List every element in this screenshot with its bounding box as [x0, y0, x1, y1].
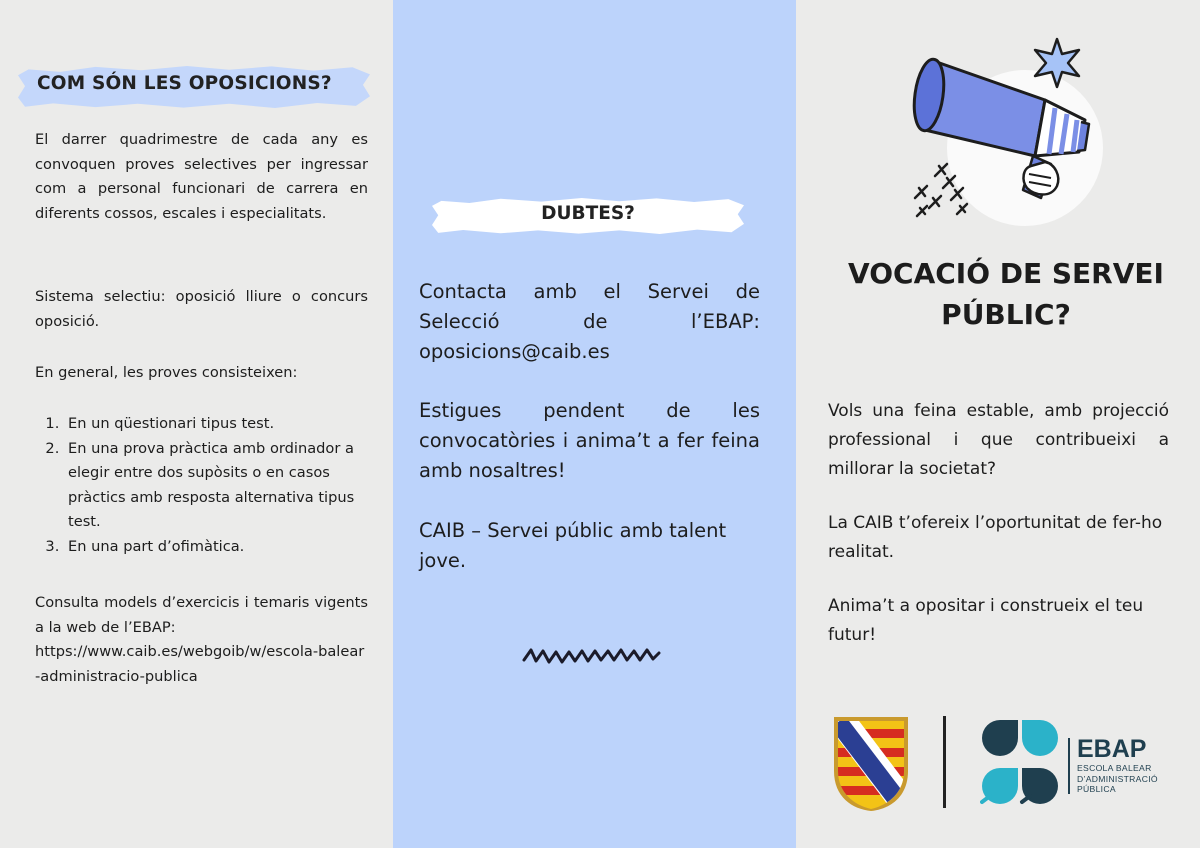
- pending-paragraph: Estigues pendent de les convocatòries i anima’t a fer feina amb nosaltres!: [419, 399, 760, 482]
- ebap-acronym: EBAP: [1077, 735, 1147, 763]
- ebap-wordmark: [1077, 735, 1158, 795]
- list-item: 1. En un qüestionari tipus test.: [64, 412, 364, 437]
- middle-panel-title: DUBTES?: [541, 203, 635, 224]
- balearic-coat-of-arms-icon: [832, 715, 910, 811]
- star-icon: [1030, 36, 1084, 90]
- squiggle-icon: [522, 644, 662, 668]
- ebap-logo-mark-icon: [980, 718, 1060, 806]
- intro-paragraph: El darrer quadrimestre de cada any es convoquen proves selectives per ingressar com a personal funcionari de carrera en diferents cossos, escales i especialitats.: [35, 131, 368, 222]
- cta-paragraph: Anima’t a opositar i construeix el teu futur!: [828, 596, 1144, 645]
- logo-divider: [943, 716, 946, 808]
- test-steps-list: [28, 412, 364, 559]
- left-panel-title: COM SÓN LES OPOSICIONS?: [37, 73, 332, 94]
- general-paragraph: En general, les proves consisteixen:: [35, 364, 298, 381]
- ebap-line-3: PÚBLICA: [1077, 784, 1116, 794]
- list-item: 2. En una prova pràctica amb ordinador a elegir entre dos supòsits o en casos pràctics amb resposta alternativa tipus test.: [64, 437, 364, 535]
- question-paragraph: Vols una feina estable, amb projecció professional i que contribueixi a millorar la societat?: [828, 401, 1169, 479]
- motto-paragraph: CAIB – Servei públic amb talent jove.: [419, 519, 727, 572]
- list-item: 3. En una part d’ofimàtica.: [64, 535, 364, 560]
- right-panel-title: VOCACIÓ DE SERVEI PÚBLIC?: [848, 257, 1164, 331]
- ebap-url-link[interactable]: https://www.caib.es/webgoib/w/escola-balear-administracio-publica: [35, 643, 365, 685]
- ebap-line-2: D’ADMINISTRACIÓ: [1077, 773, 1158, 784]
- system-paragraph: Sistema selectiu: oposició lliure o concurs oposició.: [35, 288, 368, 330]
- consult-paragraph: Consulta models d’exercicis i temaris vigents a la web de l’EBAP:: [35, 594, 368, 636]
- ebap-rule: [1068, 738, 1070, 794]
- offer-paragraph: La CAIB t’ofereix l’oportunitat de fer-ho realitat.: [828, 513, 1163, 562]
- ebap-line-1: ESCOLA BALEAR: [1077, 763, 1152, 773]
- contact-paragraph: Contacta amb el Servei de Selecció de l’EBAP: oposicions@caib.es: [419, 280, 760, 363]
